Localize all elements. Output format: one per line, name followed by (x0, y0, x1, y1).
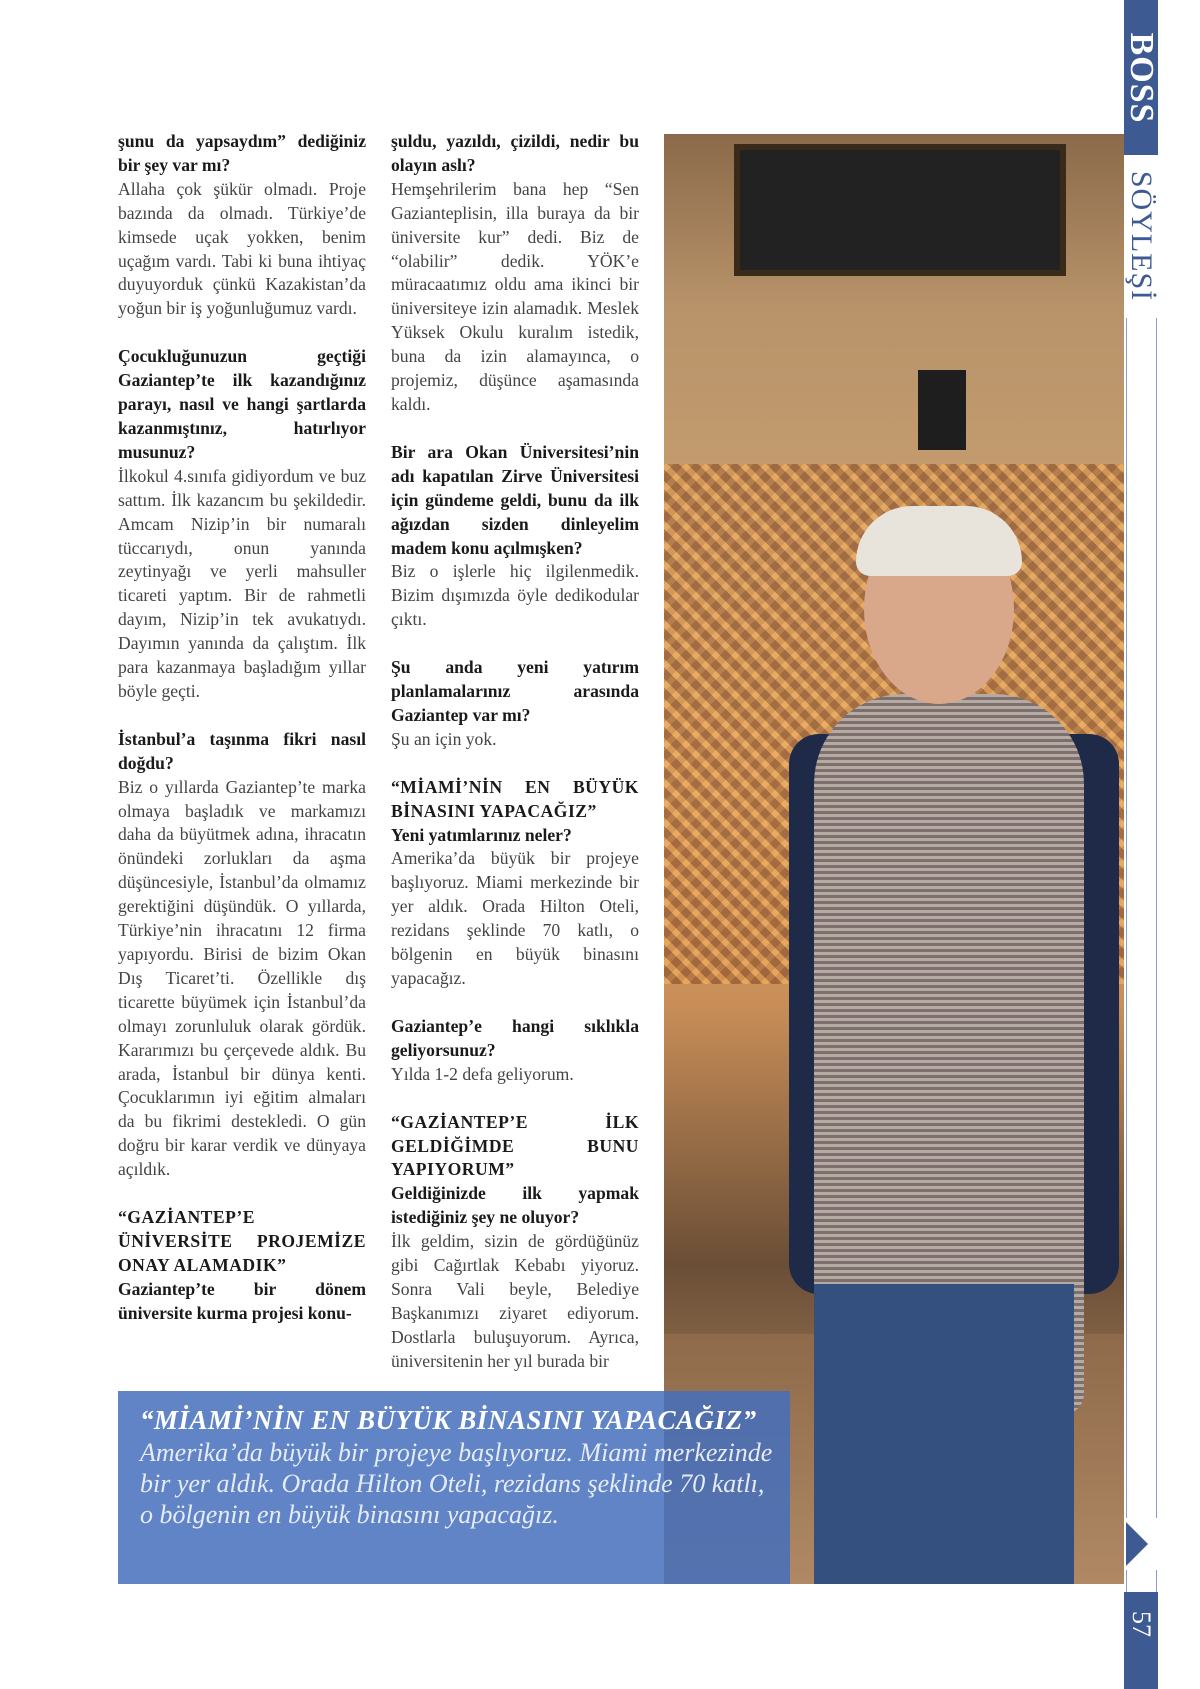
interview-answer: İlkokul 4.sınıfa gidiyordum ve buz sattım. İlk kazancım bu şekildedir. Amcam Nizip’in bir numaralı tüccarıydı, onun yanında zeytinyağı ve yerli mahsuller ticareti yaptım. Bir de rahmetli dayım, Nizip’in tek avukatıydı. Dayımın yanında da çalıştım. İlk para kazanmaya başladığım yıllar böyle geçti. (118, 465, 366, 701)
section-heading: “MİAMİ’NİN EN BÜYÜK BİNASINI YAPACAĞIZ” (391, 776, 639, 821)
page-number: 57 (1127, 1611, 1156, 1637)
pull-quote-title: “MİAMİ’NİN EN BÜYÜK BİNASINI YAPACAĞIZ” (140, 1405, 757, 1435)
section-heading: “GAZİANTEP’E ÜNİVERSİTE PROJEMİZE ONAY ALAMADIK” (118, 1207, 366, 1275)
interview-answer: Biz o yıllarda Gaziantep’te marka olmaya başladık ve markamızı daha da büyütmek adına, ihracatın önündeki zorlukları da aşma düşüncesiyle, İstanbul’da olmamız gerektiğini düşündük. O yıllarda, Türkiye’nin ihracatını 12 firma yapıyordu. Birisi de bizim Okan Dış Ticaret’ti. Özellikle dış ticarette büyümek için İstanbul’da olmayı zorunluluk olarak gördük. Kararımızı bu çerçevede aldık. Bu arada, İstanbul bir dünya kenti. Çocuklarımın iyi eğitim almaları da bu fikrimi destekledi. O gün doğru bir karar verdik ve dünyaya açıldık. (118, 776, 366, 1180)
interview-question: Gaziantep’te bir dönem üniversite kurma projesi konu- (118, 1278, 366, 1323)
paragraph-gap (391, 1087, 639, 1111)
article-column-1 (118, 130, 366, 1326)
paragraph-gap (391, 752, 639, 776)
paragraph-gap (118, 1182, 366, 1206)
side-rule-bottom-left (1126, 1570, 1127, 1592)
article-column-2 (391, 130, 639, 1374)
interview-answer: Biz o işlerle hiç ilgilenmedik. Bizim dışımızda öyle dedikodular çıktı. (391, 561, 639, 630)
paragraph-gap (118, 321, 366, 345)
photo-window (734, 144, 1066, 276)
side-section-label: SÖYLEŞİ (1125, 170, 1158, 302)
pull-quote (118, 1391, 790, 1584)
interview-photo (664, 134, 1124, 1584)
interview-answer: Yılda 1-2 defa geliyorum. (391, 1063, 574, 1084)
interview-question: Çocukluğunuzun geçtiği Gaziantep’te ilk kazandığınız parayı, nasıl ve hangi şartlarda kazanmıştınız, hatırlıyor musunuz? (118, 346, 366, 462)
interview-question: Şu anda yeni yatırım planlamalarınız arasında Gaziantep var mı? (391, 657, 639, 725)
photo-small-window (918, 370, 966, 450)
page-number-band (1124, 1592, 1158, 1689)
side-rule-left (1126, 318, 1127, 1518)
interview-answer: Şu an için yok. (391, 728, 497, 749)
paragraph-gap (391, 632, 639, 656)
section-heading: “GAZİANTEP’E İLK GELDİĞİMDE BUNU YAPIYORUM” (391, 1111, 639, 1180)
next-page-arrow-icon (1126, 1522, 1148, 1566)
paragraph-gap (118, 704, 366, 728)
interview-answer: Hemşehrilerim bana hep “Sen Gazianteplisin, illa buraya da bir üniversite kur” dedi. Biz de “olabilir” dedik. YÖK’e müracaatımız oldu ama ikinci bir üniversiteye izin alamadık. Meslek Yüksek Okulu kuralım istedik, buna da izin alamayınca, o projemiz, düşünce aşamasında kaldı. (391, 178, 639, 414)
interview-answer: Allaha çok şükür olmadı. Proje bazında da olmadı. Türkiye’de kimsede uçak yokken, benim uçağım vardı. Tabi ki buna ihtiyaç duyuyorduk çünkü Kazakistan’da yoğun bir iş yoğunluğumuz vardı. (118, 178, 366, 319)
interview-question: Bir ara Okan Üniversitesi’nin adı kapatılan Zirve Üniversitesi için gündeme geldi, bunu da ilk ağızdan sizden dinleyelim madem konu açılmışken? (391, 441, 639, 558)
side-brand-label: BOSS (1123, 32, 1160, 124)
interview-question: Geldiğinizde ilk yapmak istediğiniz şey ne oluyor? (391, 1183, 639, 1228)
interview-question: Yeni yatımlarınız neler? (391, 824, 572, 845)
interview-question: Gaziantep’e hangi sıklıkla geliyorsunuz? (391, 1015, 639, 1060)
pull-quote-text: Amerika’da büyük bir projeye başlıyoruz. Miami merkezinde bir yer aldık. Orada Hilton Oteli, rezidans şeklinde 70 katlı, o bölgenin en büyük binasını yapacağız. (140, 1438, 773, 1529)
interview-question: şuldu, yazıldı, çizildi, nedir bu olayın aslı? (391, 131, 639, 175)
interview-answer: Amerika’da büyük bir projeye başlıyoruz. Miami merkezinde bir yer aldık. Orada Hilton Oteli, rezidans şeklinde 70 katlı, o bölgenin en büyük binasını yapacağız. (391, 848, 639, 988)
interview-question: şunu da yapsaydım” dediğiniz bir şey var mı? (118, 131, 366, 175)
side-rule-bottom-right (1156, 1570, 1157, 1592)
photo-person-hair (856, 506, 1022, 576)
interview-question: İstanbul’a taşınma fikri nasıl doğdu? (118, 728, 366, 773)
photo-person-jeans (814, 1284, 1074, 1584)
paragraph-gap (391, 991, 639, 1015)
interview-answer: İlk geldim, sizin de gördüğünüz gibi Cağırtlak Kebabı yiyoruz. Sonra Vali beyle, Belediye Başkanımızı ziyaret ediyorum. Dostlarla buluşuyorum. Ayrıca, üniversitenin her yıl burada bir (391, 1231, 639, 1371)
side-rule-right (1156, 318, 1157, 1518)
paragraph-gap (391, 417, 639, 441)
